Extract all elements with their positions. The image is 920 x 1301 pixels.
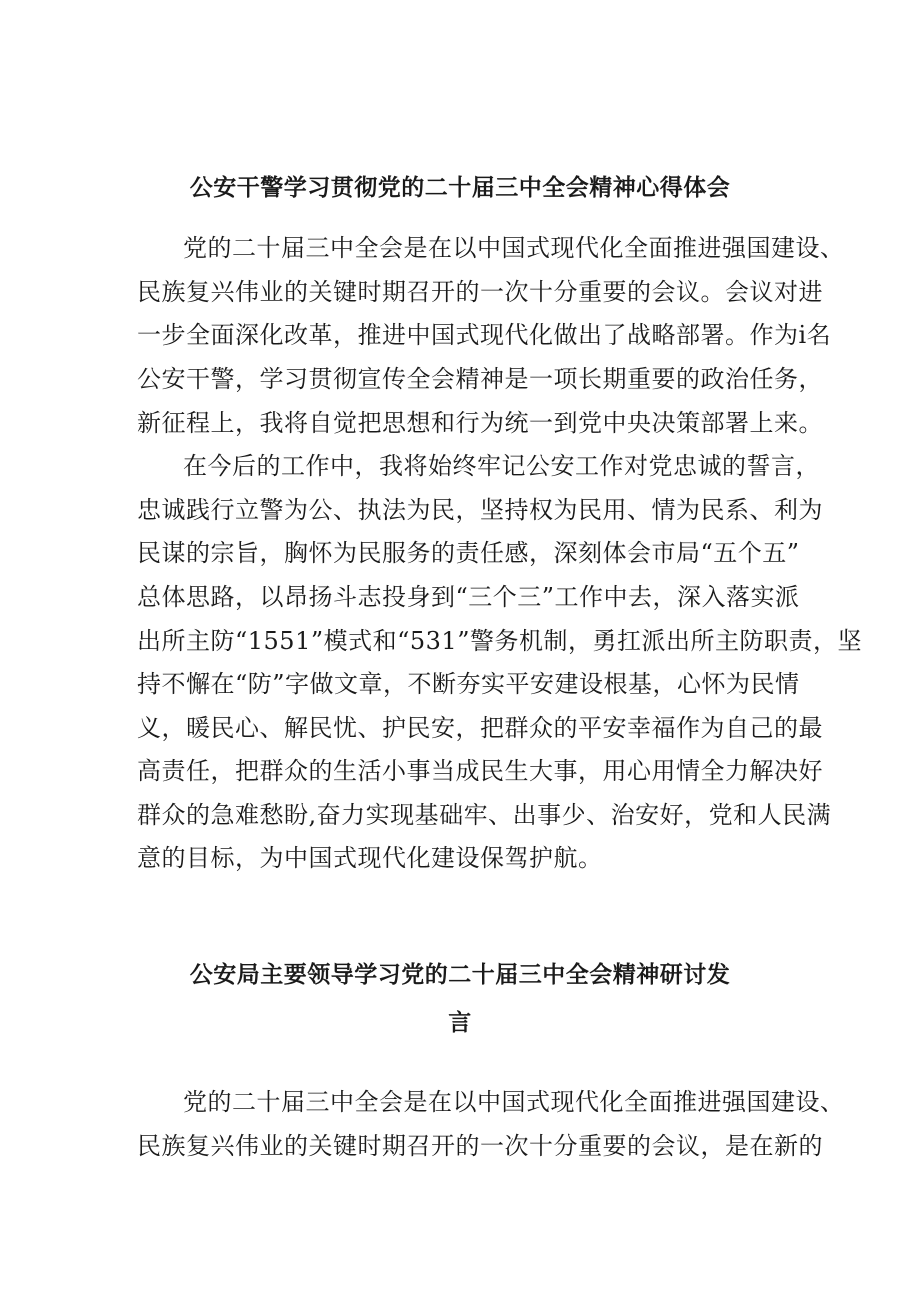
text-line: 在今后的工作中，我将始终牢记公安工作对党忠诚的誓言， <box>183 452 820 480</box>
section-1-title: 公安干警学习贯彻党的二十届三中全会精神心得体会 <box>189 175 731 201</box>
text-line: 持不懈在“防”字做文章，不断夯实平安建设根基，心怀为民情 <box>137 670 800 698</box>
text-line: 一步全面深化改革，推进中国式现代化做出了战略部署。作为i名 <box>137 321 832 349</box>
text-line: 义，暖民心、解民忧、护民安，把群众的平安幸福作为自己的最 <box>137 714 823 742</box>
text-line: 党的二十届三中全会是在以中国式现代化全面推进强国建设、 <box>183 234 845 262</box>
text-line: 民谋的宗旨，胸怀为民服务的责任感，深刻体会市局“五个五” <box>137 539 800 567</box>
text-line: 总体思路，以昂扬斗志投身到“三个三”工作中去，深入落实派 <box>137 583 800 611</box>
text-line: 党的二十届三中全会是在以中国式现代化全面推进强国建设、 <box>183 1088 845 1116</box>
text-line: 出所主防“1551”模式和“531”警务机制，勇扛派出所主防职责，坚 <box>137 627 862 655</box>
text-line: 新征程上，我将自觉把思想和行为统一到党中央决策部署上来。 <box>137 409 823 437</box>
section-2-title <box>0 953 920 1045</box>
text-line: 意的目标，为中国式现代化建设保驾护航。 <box>137 844 603 872</box>
text-line: 民族复兴伟业的关键时期召开的一次十分重要的会议。会议对进 <box>137 278 823 306</box>
text-line: 高责任，把群众的生活小事当成民生大事，用心用情全力解决好 <box>137 757 823 785</box>
section-2-title-line-1: 公安局主要领导学习党的二十届三中全会精神研讨发 <box>189 962 731 988</box>
text-line: 群众的急难愁盼,奋力实现基础牢、出事少、治安好，党和人民满 <box>137 801 832 829</box>
text-line: 忠诚践行立警为公、执法为民，坚持权为民用、情为民系、利为 <box>137 496 823 524</box>
text-line: 公安干警，学习贯彻宣传全会精神是一项长期重要的政治任务， <box>137 365 823 393</box>
section-2-title-line-2: 言 <box>448 1010 472 1036</box>
text-line: 民族复兴伟业的关键时期召开的一次十分重要的会议，是在新的 <box>137 1132 823 1160</box>
